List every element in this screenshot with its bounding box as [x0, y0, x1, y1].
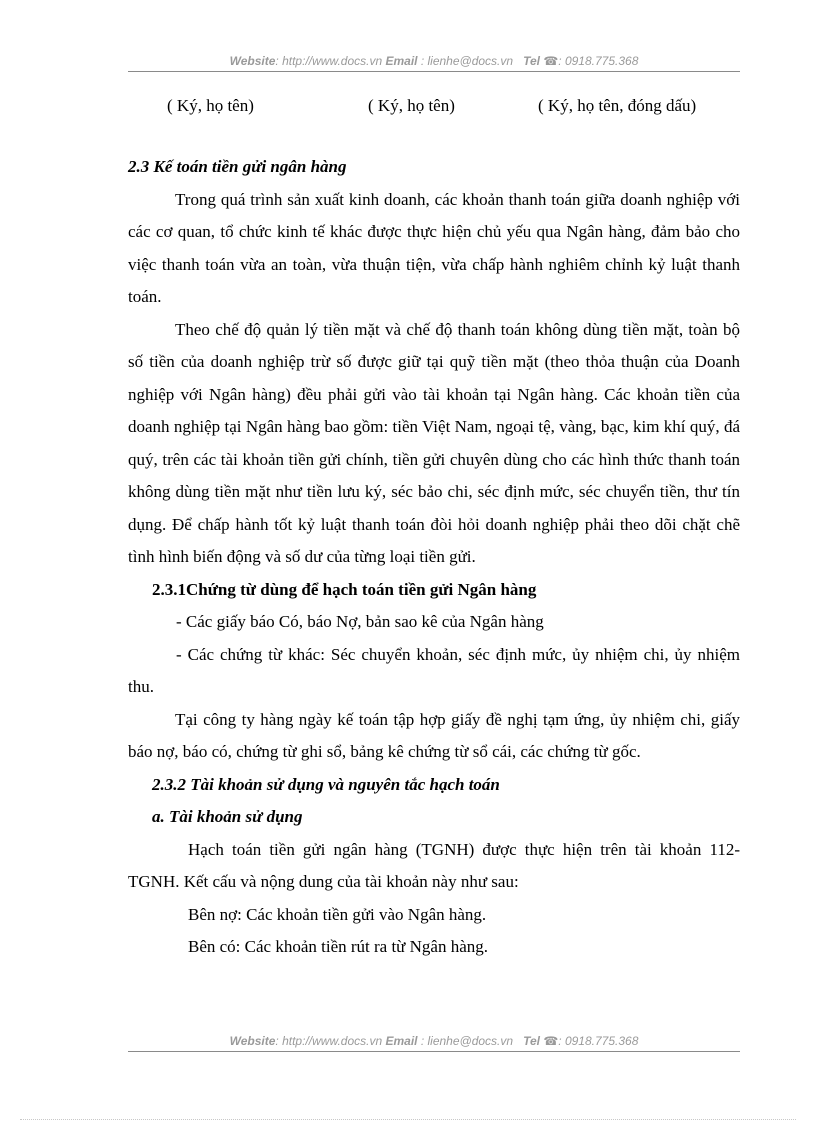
header-tel-label: Tel [523, 54, 540, 68]
header-website-value: : http://www.docs.vn [275, 54, 383, 68]
footer-website-value: : http://www.docs.vn [275, 1034, 383, 1048]
footer-email-label: Email [385, 1034, 418, 1048]
page-header [128, 53, 740, 69]
footer-tel-value: ☎: 0918.775.368 [543, 1034, 639, 1048]
footer-tel-label: Tel [523, 1034, 540, 1048]
header-email-label: Email [385, 54, 418, 68]
paragraph-3: Tại công ty hàng ngày kế toán tập hợp giấy đề nghị tạm ứng, ủy nhiệm chi, giấy báo nợ, báo có, chứng từ ghi sổ, bảng kê chứng từ sổ cái, các chứng từ gốc. [128, 709, 740, 761]
subsection-title-1: 2.3.1Chứng từ dùng để hạch toán tiền gửi Ngân hàng [152, 579, 537, 599]
footer-divider [128, 1051, 740, 1052]
page-bottom-border [20, 1119, 796, 1120]
footer-email-value: : lienhe@docs.vn [417, 1034, 514, 1048]
bullet-item-1: - Các giấy báo Có, báo Nợ, bản sao kê của Ngân hàng [176, 612, 544, 631]
debit-line: Bên nợ: Các khoản tiền gửi vào Ngân hàng. [188, 904, 487, 924]
credit-line: Bên có: Các khoản tiền rút ra từ Ngân hàng. [188, 937, 489, 956]
signature-label-1: ( Ký, họ tên) [167, 96, 254, 115]
header-tel-value: ☎: 0918.775.368 [543, 54, 639, 68]
paragraph-1: Trong quá trình sản xuất kinh doanh, các khoản thanh toán giữa doanh nghiệp với các cơ quan, tổ chức kinh tế khác được thực hiện chủ yếu qua Ngân hàng, đảm bảo cho việc thanh toán vừa an toàn, vừa thuận tiện, vừa chấp hành nghiêm chỉnh kỷ luật thanh toán. [128, 189, 740, 306]
paragraph-2: Theo chế độ quản lý tiền mặt và chế độ thanh toán không dùng tiền mặt, toàn bộ số tiền của doanh nghiệp trừ số được giữ tại quỹ tiền mặt (theo thỏa thuận của Doanh nghiệp với Ngân hàng) đều phải gửi vào tài khoản tại Ngân hàng. Các khoản tiền của doanh nghiệp tại Ngân hàng bao gồm: tiền Việt Nam, ngoại tệ, vàng, bạc, kim khí quý, đá quý, trên các tài khoản tiền gửi chính, tiền gửi chuyên dùng cho các hình thức thanh toán không dùng tiền mặt như tiền lưu ký, séc bảo chi, séc định mức, séc chuyển tiền, thư tín dụng. Để chấp hành tốt kỷ luật thanh toán đòi hỏi doanh nghiệp phải theo dõi chặt chẽ tình hình biến động và số dư của từng loại tiền gửi. [128, 319, 740, 566]
subsection-title-2: 2.3.2 Tài khoản sử dụng và nguyên tắc hạch toán [152, 774, 500, 794]
header-email-value: : lienhe@docs.vn [417, 54, 514, 68]
header-divider [128, 71, 740, 72]
section-title: 2.3 Kế toán tiền gửi ngân hàng [128, 157, 347, 176]
signature-label-3: ( Ký, họ tên, đóng dấu) [538, 96, 697, 115]
subsection-title-2a: a. Tài khoản sử dụng [152, 807, 303, 826]
header-website-label: Website [229, 54, 276, 68]
signature-label-2: ( Ký, họ tên) [368, 96, 455, 115]
paragraph-4: Hạch toán tiền gửi ngân hàng (TGNH) được thực hiện trên tài khoản 112-TGNH. Kết cấu và nộng dung của tài khoản này như sau: [128, 839, 740, 891]
footer-website-label: Website [229, 1034, 276, 1048]
bullet-item-2: - Các chứng từ khác: Séc chuyển khoản, séc định mức, ủy nhiệm chi, ủy nhiệm thu. [128, 644, 740, 696]
page-footer [128, 1033, 740, 1049]
document-body [128, 151, 740, 964]
